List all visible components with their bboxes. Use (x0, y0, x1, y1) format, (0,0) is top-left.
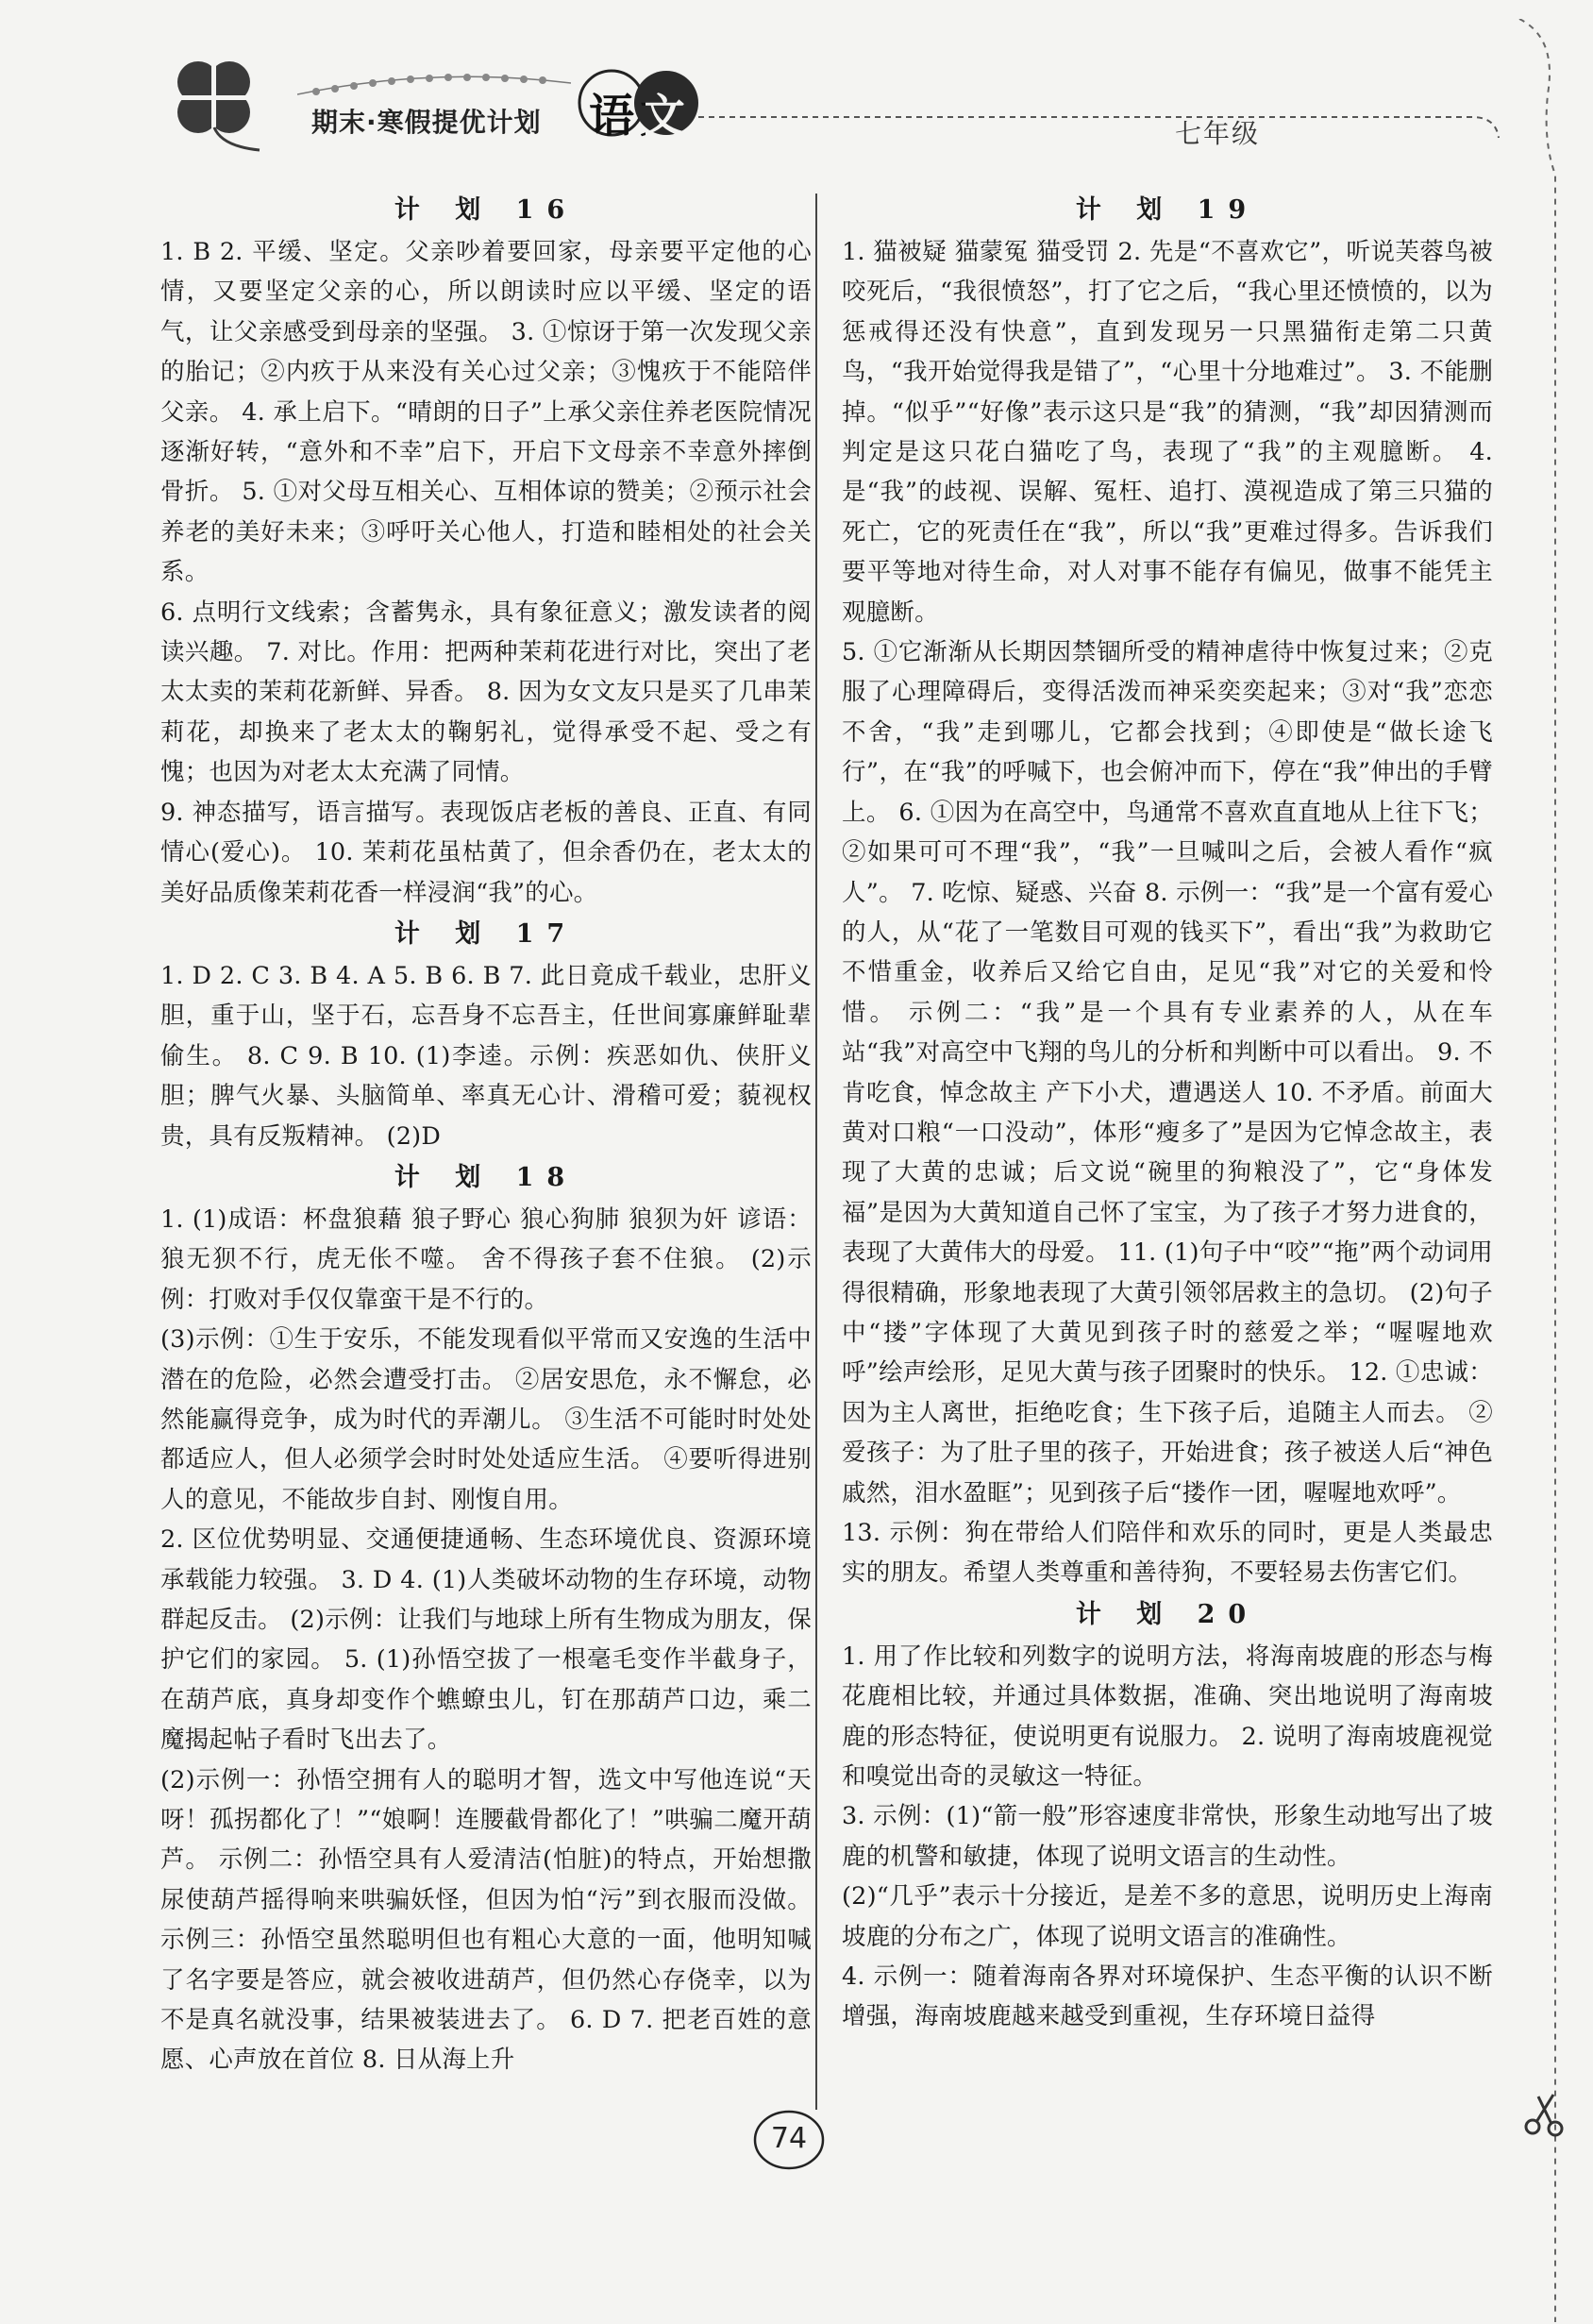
plan-20-section (842, 1593, 1493, 2037)
plan-20-paragraph-3: (2)“几乎”表示十分接近，是差不多的意思，说明历史上海南坡鹿的分布之广，体现了说明文语言的准确性。 (842, 1882, 1493, 1951)
plan-18-section (160, 1156, 812, 2080)
left-column (160, 189, 812, 2080)
plan-18-paragraph-4: (2)示例一：孙悟空拥有人的聪明才智，选文中写他连说“天呀！孤拐都化了！”“娘啊！连腰截骨都化了！”哄骗二魔开葫芦。 示例二：孙悟空具有人爱清洁(怕脏)的特点，开始想撒尿使葫芦摇得响来哄骗妖怪，但因为怕“污”到衣服而没做。 示例三：孙悟空虽然聪明但也有粗心大意的一面，他明知喊了名字要是答应，就会被收进葫芦，但仍然心存侥幸，以为不是真名就没事，结果被装进去了。 6. D 7. 把老百姓的意愿、心声放在首位 8. 日从海上升 (160, 1765, 812, 2075)
plan-17-heading: 计 划 17 (394, 918, 579, 949)
plan-19-heading: 计 划 19 (1075, 195, 1260, 225)
plan-18-paragraph-2: (3)示例：①生于安乐，不能发现看似平常而又安逸的生活中潜在的危险，必然会遭受打击。 ②居安思危，永不懈怠，必然能赢得竞争，成为时代的弄潮儿。 ③生活不可能时时处处都适应人，但人必须学会时时处处适应生活。 ④要听得进别人的意见，不能故步自封、刚愎自用。 (160, 1325, 812, 1514)
subject-label (589, 79, 702, 144)
page-header (0, 0, 1593, 198)
plan-18-heading: 计 划 18 (394, 1162, 579, 1192)
plan-16-heading: 计 划 16 (394, 195, 579, 225)
plan-20-paragraph-1: 1. 用了作比较和列数字的说明方法，将海南坡鹿的形态与梅花鹿相比较，并通过具体数据，准确、突出地说明了海南坡鹿的形态特征，使说明更有说服力。 2. 说明了海南坡鹿视觉和嗅觉出奇的灵敏这一特征。 (842, 1642, 1493, 1792)
page-number: 74 (770, 2122, 808, 2155)
column-divider (815, 194, 817, 2110)
plan-18-paragraph-3: 2. 区位优势明显、交通便捷通畅、生态环境优良、资源环境承载能力较强。 3. D 4. (1)人类破坏动物的生存环境，动物群起反击。 (2)示例：让我们与地球上所有生物成为朋友，保护它们的家园。 5. (1)孙悟空拔了一根毫毛变作半截身子，在葫芦底，真身却变作个蟭蟟虫儿，钉在那葫芦口边，乘二魔揭起帖子看时飞出去了。 (160, 1525, 812, 1755)
scissors-icon (1521, 2091, 1568, 2138)
plan-18-paragraph-1: 1. (1)成语：杯盘狼藉 狼子野心 狼心狗肺 狼狈为奸 谚语：狼无狈不行，虎无伥不噬。 舍不得孩子套不住狼。 (2)示例：打败对手仅仅靠蛮干是不行的。 (160, 1204, 812, 1314)
plan-16-paragraph-1: 1. B 2. 平缓、坚定。父亲吵着要回家，母亲要平定他的心情，又要坚定父亲的心，所以朗读时应以平缓、坚定的语气，让父亲感受到母亲的坚强。 3. ①惊讶于第一次发现父亲的胎记；②内疚于从来没有关心过父亲；③愧疚于不能陪伴父亲。 4. 承上启下。“晴朗的日子”上承父亲住养老医院情况逐渐好转，“意外和不幸”启下，开启下文母亲不幸意外摔倒骨折。 5. ①对父母互相关心、互相体谅的赞美；②预示社会养老的美好未来；③呼吁关心他人，打造和睦相处的社会关系。 (160, 238, 812, 587)
plan-16-paragraph-2: 6. 点明行文线索；含蓄隽永，具有象征意义；激发读者的阅读兴趣。 7. 对比。作用：把两种茉莉花进行对比，突出了老太太卖的茉莉花新鲜、异香。 8. 因为女文友只是买了几串茉莉花，却换来了老太太的鞠躬礼，觉得承受不起、受之有愧；也因为对老太太充满了同情。 (160, 598, 812, 787)
plan-20-paragraph-2: 3. 示例：(1)“箭一般”形容速度非常快，形象生动地写出了坡鹿的机警和敏捷，体现了说明文语言的生动性。 (842, 1802, 1493, 1871)
subject-text: 语文 (589, 79, 702, 144)
grade-label: 七年级 (1175, 118, 1261, 149)
plan-19-paragraph-1: 1. 猫被疑 猫蒙冤 猫受罚 2. 先是“不喜欢它”，听说芙蓉鸟被咬死后，“我很愤怒”，打了它之后，“我心里还愤愤的，以为惩戒得还没有快意”，直到发现另一只黑猫衔走第二只黄鸟，“我开始觉得我是错了”，“心里十分地难过”。 3. 不能删掉。“似乎”“好像”表示这只是“我”的猜测，“我”却因猜测而判定是这只花白猫吃了鸟，表现了“我”的主观臆断。 4. 是“我”的歧视、误解、冤枉、追打、漠视造成了第三只猫的死亡，它的死责任在“我”，所以“我”更难过得多。告诉我们要平等地对待生命，对人对事不能存有偏见，做事不能凭主观臆断。 (842, 238, 1493, 627)
beads-decoration-icon (297, 66, 571, 104)
right-column (842, 189, 1493, 2037)
plan-19-section (842, 189, 1493, 1593)
plan-17-section (160, 913, 812, 1156)
plan-16-paragraph-3: 9. 神态描写，语言描写。表现饭店老板的善良、正直、有同情心(爱心)。 10. 茉莉花虽枯黄了，但余香仍在，老太太的美好品质像茉莉花香一样浸润“我”的心。 (160, 798, 812, 907)
plan-20-heading: 计 划 20 (1075, 1599, 1260, 1629)
plan-16-section (160, 189, 812, 913)
plan-19-paragraph-2: 5. ①它渐渐从长期因禁锢所受的精神虐待中恢复过来；②克服了心理障碍后，变得活泼而神采奕奕起来；③对“我”恋恋不舍，“我”走到哪儿，它都会找到；④即使是“做长途飞行”，在“我”的呼喊下，也会俯冲而下，停在“我”伸出的手臂上。 6. ①因为在高空中，鸟通常不喜欢直直地从上往下飞；②如果可可不理“我”，“我”一旦喊叫之后，会被人看作“疯人”。 7. 吃惊、疑惑、兴奋 8. 示例一：“我”是一个富有爱心的人，从“花了一笔数目可观的钱买下”，看出“我”为救助它不惜重金，收养后又给它自由，足见“我”对它的关爱和怜惜。 示例二：“我”是一个具有专业素养的人，从在车站“我”对高空中飞翔的鸟儿的分析和判断中可以看出。 9. 不肯吃食，悼念故主 产下小犬，遭遇送人 10. 不矛盾。前面大黄对口粮“一口没动”，体形“瘦多了”是因为它悼念故主，表现了大黄的忠诚；后文说“碗里的狗粮没了”，它“身体发福”是因为大黄知道自己怀了宝宝，为了孩子才努力进食的，表现了大黄伟大的母爱。 11. (1)句子中“咬”“拖”两个动词用得很精确，形象地表现了大黄引领邻居救主的急切。 (2)句子中“搂”字体现了大黄见到孩子时的慈爱之举；“喔喔地欢呼”绘声绘形，足见大黄与孩子团聚时的快乐。 12. ①忠诚：因为主人离世，拒绝吃食；生下孩子后，追随主人而去。 ②爱孩子：为了肚子里的孩子，开始进食；孩子被送人后“神色戚然，泪水盈眶”；见到孩子后“搂作一团，喔喔地欢呼”。 (842, 638, 1493, 1507)
cut-line-border (1491, 19, 1576, 2322)
plan-19-paragraph-3: 13. 示例：狗在带给人们陪伴和欢乐的同时，更是人类最忠实的朋友。希望人类尊重和善待狗，不要轻易去伤害它们。 (842, 1519, 1493, 1588)
plan-20-paragraph-4: 4. 示例一：随着海南各界对环境保护、生态平衡的认识不断增强，海南坡鹿越来越受到重视，生存环境日益得 (842, 1962, 1493, 2031)
header-dotted-line (698, 111, 1501, 140)
plan-17-paragraph-1: 1. D 2. C 3. B 4. A 5. B 6. B 7. 此日竟成千载业，忠肝义胆，重于山，坚于石，忘吾身不忘吾主，任世间寡廉鲜耻辈偷生。 8. C 9. B 10. (1)李逵。示例：疾恶如仇、侠肝义胆；脾气火暴、头脑简单、率真无心计、滑稽可爱；藐视权贵，具有反叛精神。 (2)D (160, 961, 812, 1151)
series-title: 期末·寒假提优计划 (311, 107, 542, 138)
clover-logo-icon (156, 52, 269, 156)
